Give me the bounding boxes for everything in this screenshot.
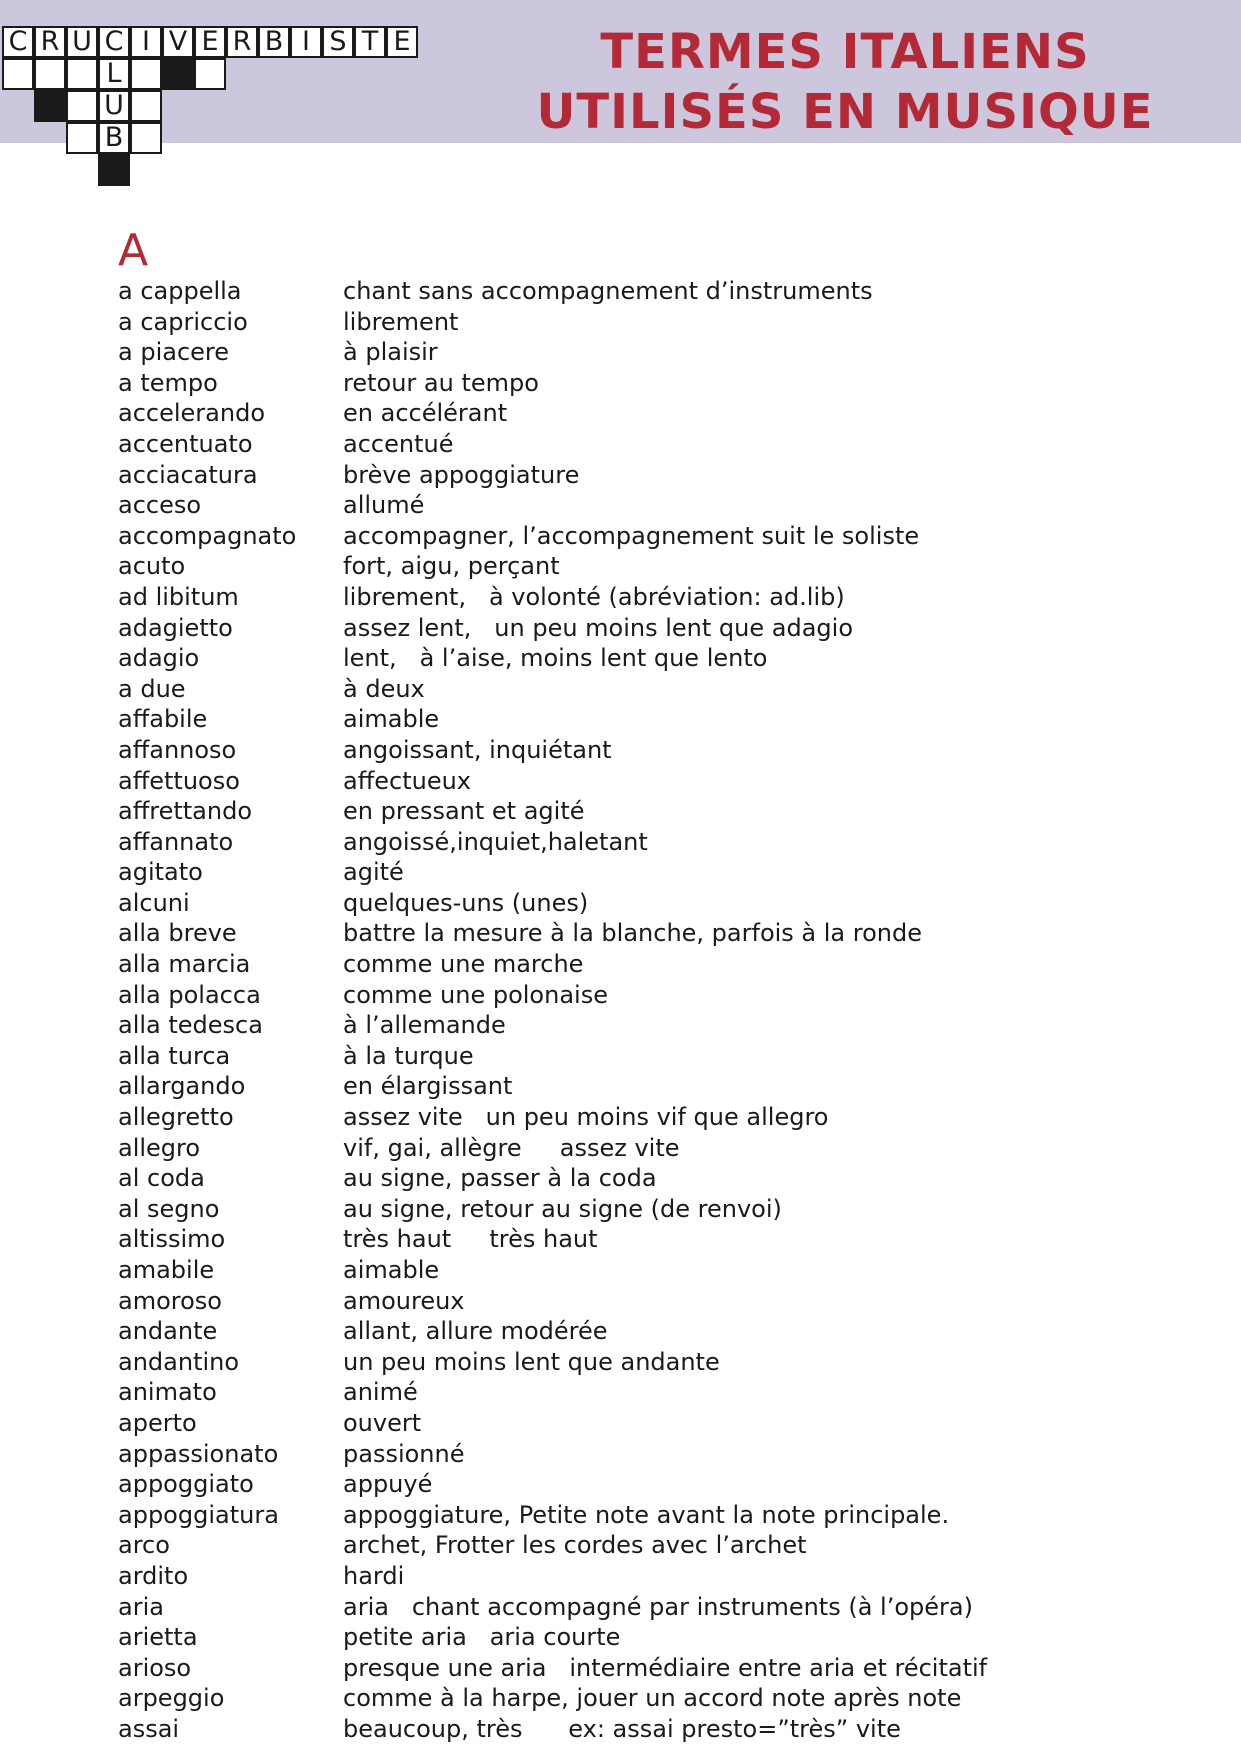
entry-term: amoroso <box>118 1286 222 1315</box>
entry-term: alla tedesca <box>118 1011 263 1040</box>
logo-letter-cell: R <box>34 26 66 58</box>
entry-term: affannoso <box>118 735 237 764</box>
glossary-entry <box>118 1500 1218 1531</box>
entry-definition: appuyé <box>343 1470 433 1499</box>
entry-term: aperto <box>118 1408 197 1437</box>
logo-letter-cell: E <box>386 26 418 58</box>
entry-term: acceso <box>118 491 202 520</box>
entry-definition: à l’allemande <box>343 1011 506 1040</box>
entry-term: aria <box>118 1592 164 1621</box>
glossary-entry <box>118 337 1218 368</box>
logo-black-cell <box>98 154 130 186</box>
glossary-entry <box>118 857 1218 888</box>
entry-term: adagietto <box>118 613 233 642</box>
logo-empty-cell <box>34 58 66 90</box>
entry-definition: accentué <box>343 429 454 458</box>
glossary-entry <box>118 1347 1218 1378</box>
entry-definition: hardi <box>343 1561 405 1590</box>
glossary-entry <box>118 827 1218 858</box>
entry-definition: retour au tempo <box>343 368 539 397</box>
logo-empty-cell <box>66 58 98 90</box>
glossary-entry <box>118 980 1218 1011</box>
logo-letter-cell: S <box>322 26 354 58</box>
entry-term: arietta <box>118 1623 198 1652</box>
glossary-entry <box>118 674 1218 705</box>
entry-term: affannato <box>118 827 234 856</box>
entry-term: a cappella <box>118 277 242 305</box>
logo-letter-cell: B <box>98 122 130 154</box>
section-letter: A <box>118 225 149 276</box>
glossary-entry <box>118 582 1218 613</box>
glossary-entry <box>118 1316 1218 1347</box>
entry-term: alla marcia <box>118 950 251 979</box>
entry-definition: passionné <box>343 1439 465 1468</box>
glossary-entry <box>118 1530 1218 1561</box>
entry-term: acuto <box>118 552 186 581</box>
entry-definition: aimable <box>343 705 440 734</box>
logo-letter-cell: U <box>98 90 130 122</box>
glossary-entry <box>118 1163 1218 1194</box>
glossary-entry <box>118 643 1218 674</box>
entry-term: arco <box>118 1531 170 1560</box>
glossary-entry <box>118 368 1218 399</box>
entry-term: ad libitum <box>118 582 239 611</box>
entry-term: adagio <box>118 644 200 673</box>
glossary-entry <box>118 613 1218 644</box>
glossary-entry <box>118 521 1218 552</box>
glossary-entry <box>118 1255 1218 1286</box>
glossary-entry <box>118 1439 1218 1470</box>
entry-definition: animé <box>343 1378 418 1407</box>
entry-term: allegretto <box>118 1103 234 1132</box>
entry-term: arpeggio <box>118 1684 225 1713</box>
entry-definition: en élargissant <box>343 1072 513 1101</box>
entry-term: andantino <box>118 1347 240 1376</box>
glossary-entry <box>118 704 1218 735</box>
entry-definition: en pressant et agité <box>343 797 585 826</box>
glossary-entry <box>118 1041 1218 1072</box>
glossary-entry <box>118 1377 1218 1408</box>
glossary-list <box>118 276 1218 1745</box>
entry-term: acciacatura <box>118 460 258 489</box>
logo-empty-cell <box>194 58 226 90</box>
entry-term: alla breve <box>118 919 237 948</box>
entry-definition: amoureux <box>343 1286 465 1315</box>
page-title <box>520 22 1170 142</box>
entry-definition: archet, Frotter les cordes avec l’archet <box>343 1531 807 1560</box>
glossary-entry <box>118 490 1218 521</box>
entry-definition: au signe, retour au signe (de renvoi) <box>343 1194 782 1223</box>
logo-empty-cell <box>2 58 34 90</box>
logo-letter-cell: L <box>98 58 130 90</box>
logo-letter-cell: V <box>162 26 194 58</box>
logo-empty-cell <box>130 90 162 122</box>
entry-term: allargando <box>118 1072 246 1101</box>
entry-term: accelerando <box>118 399 265 428</box>
entry-term: alla polacca <box>118 980 261 1009</box>
entry-definition: assez lent, un peu moins lent que adagio <box>343 613 853 642</box>
logo-letter-cell: U <box>66 26 98 58</box>
entry-term: affettuoso <box>118 766 240 795</box>
entry-definition: aimable <box>343 1256 440 1284</box>
logo-letter-cell: R <box>226 26 258 58</box>
logo-empty-cell <box>66 122 98 154</box>
logo-empty-cell <box>130 122 162 154</box>
entry-definition: très haut très haut <box>343 1225 598 1254</box>
entry-definition: chant sans accompagnement d’instruments <box>343 277 873 305</box>
glossary-entry <box>118 398 1218 429</box>
entry-definition: beaucoup, très ex: assai presto=”très” vite <box>343 1714 901 1743</box>
glossary-entry <box>118 551 1218 582</box>
entry-term: animato <box>118 1378 217 1407</box>
glossary-entry <box>118 949 1218 980</box>
entry-definition: presque une aria intermédiaire entre aria et récitatif <box>343 1653 988 1682</box>
entry-definition: comme une polonaise <box>343 980 608 1009</box>
entry-term: a capriccio <box>118 307 248 336</box>
entry-definition: angoissé,inquiet,haletant <box>343 827 648 856</box>
glossary-entry <box>118 1561 1218 1592</box>
entry-term: a piacere <box>118 338 230 367</box>
entry-term: assai <box>118 1714 180 1743</box>
logo-empty-cell <box>66 90 98 122</box>
logo-letter-cell: C <box>2 26 34 58</box>
glossary-entry <box>118 1653 1218 1684</box>
entry-term: a due <box>118 674 186 703</box>
title-line-1: TERMES ITALIENS <box>600 24 1090 80</box>
entry-definition: petite aria aria courte <box>343 1623 621 1652</box>
glossary-entry <box>118 1714 1218 1745</box>
glossary-entry <box>118 1010 1218 1041</box>
entry-definition: battre la mesure à la blanche, parfois à la ronde <box>343 919 922 948</box>
entry-definition: ouvert <box>343 1408 422 1437</box>
entry-definition: à plaisir <box>343 338 438 367</box>
logo-black-cell <box>34 90 66 122</box>
entry-term: accentuato <box>118 429 253 458</box>
entry-definition: comme une marche <box>343 950 584 979</box>
entry-term: amabile <box>118 1256 215 1284</box>
glossary-entry <box>118 1194 1218 1225</box>
entry-term: alcuni <box>118 888 190 917</box>
entry-definition: à deux <box>343 674 425 703</box>
entry-definition: en accélérant <box>343 399 508 428</box>
entry-term: a tempo <box>118 368 218 397</box>
entry-term: appoggiato <box>118 1470 254 1499</box>
entry-term: andante <box>118 1317 218 1346</box>
entry-definition: à la turque <box>343 1041 474 1070</box>
logo-black-cell <box>162 58 194 90</box>
entry-term: allegro <box>118 1133 201 1162</box>
entry-term: ardito <box>118 1561 189 1590</box>
glossary-entry <box>118 1071 1218 1102</box>
entry-definition: brève appoggiature <box>343 460 580 489</box>
entry-definition: librement, à volonté (abréviation: ad.lib) <box>343 582 845 611</box>
entry-definition: vif, gai, allègre assez vite <box>343 1133 680 1162</box>
entry-definition: allumé <box>343 491 425 520</box>
logo-letter-cell: C <box>98 26 130 58</box>
entry-definition: allant, allure modérée <box>343 1317 608 1346</box>
entry-definition: quelques-uns (unes) <box>343 888 589 917</box>
entry-definition: aria chant accompagné par instruments (à l’opéra) <box>343 1592 973 1621</box>
glossary-entry <box>118 888 1218 919</box>
glossary-entry <box>118 918 1218 949</box>
title-line-2: UTILISÉS EN MUSIQUE <box>536 84 1154 140</box>
glossary-entry <box>118 735 1218 766</box>
entry-term: affrettando <box>118 797 253 826</box>
entry-definition: un peu moins lent que andante <box>343 1347 720 1376</box>
glossary-entry <box>118 766 1218 797</box>
glossary-entry <box>118 1286 1218 1317</box>
logo-letter-cell: I <box>130 26 162 58</box>
entry-definition: librement <box>343 307 459 336</box>
entry-term: appoggiatura <box>118 1500 279 1529</box>
entry-definition: fort, aigu, perçant <box>343 552 560 581</box>
entry-definition: angoissant, inquiétant <box>343 735 612 764</box>
glossary-entry <box>118 1592 1218 1623</box>
entry-term: alla turca <box>118 1041 231 1070</box>
entry-term: al segno <box>118 1194 220 1223</box>
glossary-entry <box>118 1408 1218 1439</box>
entry-term: altissimo <box>118 1225 226 1254</box>
logo-letter-cell: E <box>194 26 226 58</box>
logo-letter-cell: B <box>258 26 290 58</box>
glossary-entry <box>118 1622 1218 1653</box>
glossary-entry <box>118 429 1218 460</box>
logo-letter-cell: I <box>290 26 322 58</box>
entry-definition: lent, à l’aise, moins lent que lento <box>343 644 768 673</box>
glossary-entry <box>118 1469 1218 1500</box>
entry-term: arioso <box>118 1653 192 1682</box>
entry-definition: comme à la harpe, jouer un accord note après note <box>343 1684 962 1713</box>
glossary-entry <box>118 460 1218 491</box>
glossary-entry <box>118 796 1218 827</box>
entry-definition: assez vite un peu moins vif que allegro <box>343 1103 829 1132</box>
entry-term: accompagnato <box>118 521 297 550</box>
logo-letter-cell: T <box>354 26 386 58</box>
entry-definition: au signe, passer à la coda <box>343 1164 657 1193</box>
entry-term: affabile <box>118 705 208 734</box>
logo-empty-cell <box>130 58 162 90</box>
entry-definition: accompagner, l’accompagnement suit le soliste <box>343 521 920 550</box>
glossary-entry <box>118 276 1218 307</box>
entry-term: appassionato <box>118 1439 279 1468</box>
glossary-entry <box>118 307 1218 338</box>
glossary-entry <box>118 1224 1218 1255</box>
entry-definition: agité <box>343 858 404 887</box>
glossary-entry <box>118 1683 1218 1714</box>
entry-term: al coda <box>118 1164 205 1193</box>
entry-term: agitato <box>118 858 203 887</box>
entry-definition: affectueux <box>343 766 472 795</box>
glossary-entry <box>118 1102 1218 1133</box>
entry-definition: appoggiature, Petite note avant la note principale. <box>343 1500 950 1529</box>
glossary-entry <box>118 1133 1218 1164</box>
